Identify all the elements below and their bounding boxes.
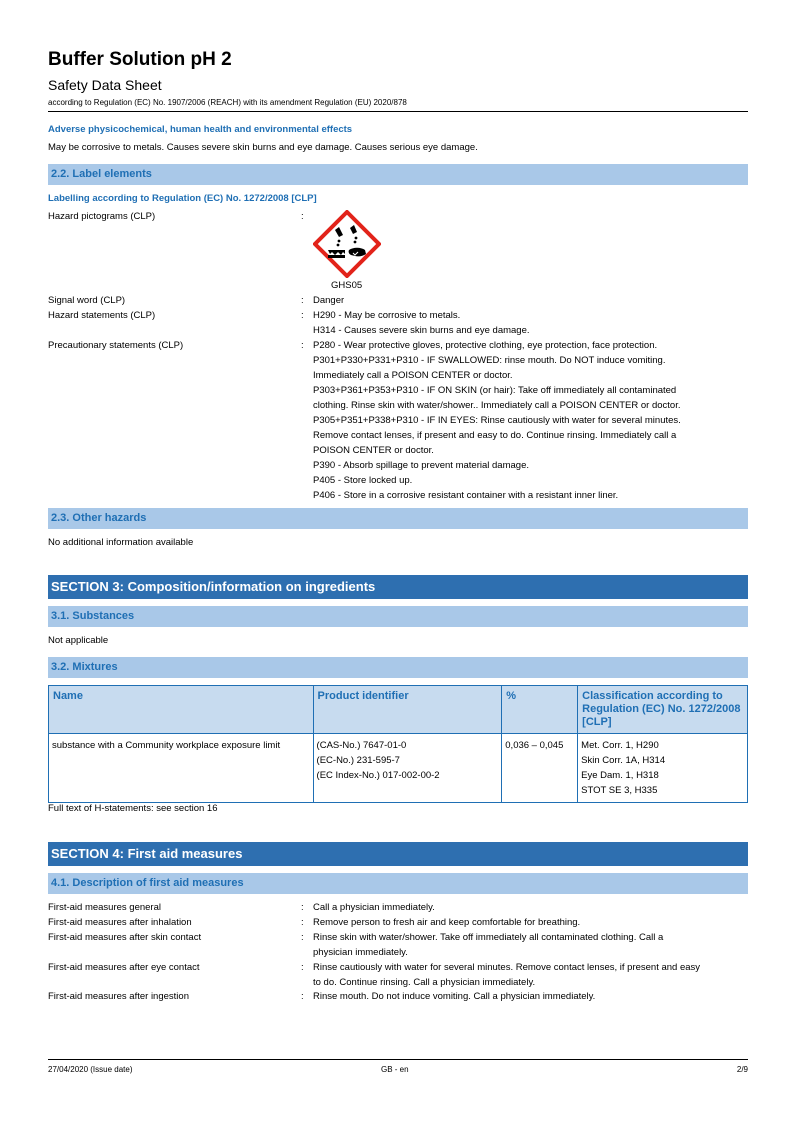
classification-line: Eye Dam. 1, H318 [581, 770, 659, 781]
footer-divider [48, 1059, 748, 1060]
colon: : [301, 211, 304, 222]
first-aid-label: First-aid measures after ingestion [48, 991, 189, 1002]
precaution-line: P280 - Wear protective gloves, protective clothing, eye protection, face protection. [313, 340, 658, 351]
section-4-header: SECTION 4: First aid measures [48, 842, 748, 866]
h-statements-note: Full text of H-statements: see section 16 [48, 803, 218, 814]
first-aid-label: First-aid measures after eye contact [48, 962, 200, 973]
cell-percent: 0,036 – 0,045 [502, 734, 578, 803]
colon: : [301, 902, 304, 913]
header-divider [48, 111, 748, 112]
first-aid-label: First-aid measures general [48, 902, 161, 913]
colon: : [301, 340, 304, 351]
col-header-name: Name [49, 686, 314, 734]
language-code: GB - en [381, 1065, 409, 1074]
mixtures-table [48, 685, 748, 803]
section-4-1-header: 4.1. Description of first aid measures [48, 873, 748, 894]
classification-line: STOT SE 3, H335 [581, 785, 658, 796]
issue-date: 27/04/2020 (Issue date) [48, 1065, 133, 1074]
identifier-line: (EC Index-No.) 017-002-00-2 [316, 770, 440, 781]
cell-identifiers [313, 734, 502, 803]
first-aid-value: Call a physician immediately. [313, 902, 435, 913]
adverse-effects-heading: Adverse physicochemical, human health and environmental effects [48, 124, 353, 135]
page-number: 2/9 [736, 1065, 748, 1074]
signal-word-label: Signal word (CLP) [48, 295, 126, 306]
section-2-3-header: 2.3. Other hazards [48, 508, 748, 529]
hazard-pictograms-label: Hazard pictograms (CLP) [48, 211, 156, 222]
corrosion-icon [313, 210, 381, 278]
precaution-line: Immediately call a POISON CENTER or doctor. [313, 370, 513, 381]
precautionary-statements-value [313, 338, 748, 503]
table-header-row [49, 686, 748, 734]
colon: : [301, 991, 304, 1002]
first-aid-line: Rinse cautiously with water for several minutes. Remove contact lenses, if present and easy [313, 962, 701, 973]
first-aid-value [313, 930, 748, 960]
cell-name: substance with a Community workplace exposure limit [49, 734, 314, 803]
regulation-reference: according to Regulation (EC) No. 1907/2006 (REACH) with its amendment Regulation (EU) 2020/878 [48, 98, 407, 107]
hazard-statements-label: Hazard statements (CLP) [48, 310, 156, 321]
colon: : [301, 310, 304, 321]
precautionary-statements-label: Precautionary statements (CLP) [48, 340, 184, 351]
identifier-line: (EC-No.) 231-595-7 [316, 755, 400, 766]
colon: : [301, 295, 304, 306]
document-subtitle: Safety Data Sheet [48, 77, 162, 93]
first-aid-line: Rinse skin with water/shower. Take off immediately all contaminated clothing. Call a [313, 932, 664, 943]
signal-word-value: Danger [313, 295, 345, 306]
colon: : [301, 962, 304, 973]
first-aid-value: Remove person to fresh air and keep comfortable for breathing. [313, 917, 581, 928]
precaution-line: P303+P361+P353+P310 - IF ON SKIN (or hair): Take off immediately all contaminated [313, 385, 677, 396]
first-aid-label: First-aid measures after inhalation [48, 917, 192, 928]
identifier-line: (CAS-No.) 7647-01-0 [316, 740, 407, 751]
classification-line: Met. Corr. 1, H290 [581, 740, 659, 751]
hazard-line: H290 - May be corrosive to metals. [313, 310, 461, 321]
hazard-line: H314 - Causes severe skin burns and eye damage. [313, 325, 530, 336]
other-hazards-text: No additional information available [48, 537, 194, 548]
colon: : [301, 932, 304, 943]
col-header-percent: % [502, 686, 578, 734]
precaution-line: P390 - Absorb spillage to prevent material damage. [313, 460, 529, 471]
precaution-line: clothing. Rinse skin with water/shower.. Immediately call a POISON CENTER or doctor. [313, 400, 681, 411]
col-header-classification: Classification according to Regulation (EC) No. 1272/2008 [CLP] [578, 686, 748, 734]
adverse-effects-text: May be corrosive to metals. Causes severe skin burns and eye damage. Causes serious eye damage. [48, 142, 478, 153]
cell-classification [578, 734, 748, 803]
section-3-1-header: 3.1. Substances [48, 606, 748, 627]
classification-line: Skin Corr. 1A, H314 [581, 755, 666, 766]
pictogram-code: GHS05 [331, 280, 363, 291]
section-3-header: SECTION 3: Composition/information on ingredients [48, 575, 748, 599]
precaution-line: POISON CENTER or doctor. [313, 445, 434, 456]
first-aid-line: to do. Continue rinsing. Call a physician immediately. [313, 977, 536, 988]
precaution-line: P405 - Store locked up. [313, 475, 413, 486]
precaution-line: P406 - Store in a corrosive resistant container with a resistant inner liner. [313, 490, 619, 501]
col-header-product-identifier: Product identifier [313, 686, 502, 734]
first-aid-line: physician immediately. [313, 947, 408, 958]
precaution-line: P305+P351+P338+P310 - IF IN EYES: Rinse cautiously with water for several minutes. [313, 415, 681, 426]
first-aid-label: First-aid measures after skin contact [48, 932, 202, 943]
hazard-statements-value [313, 308, 748, 338]
labelling-heading: Labelling according to Regulation (EC) No. 1272/2008 [CLP] [48, 193, 317, 204]
precaution-line: Remove contact lenses, if present and easy to do. Continue rinsing. Immediately call a [313, 430, 677, 441]
section-3-2-header: 3.2. Mixtures [48, 657, 748, 678]
substances-text: Not applicable [48, 635, 109, 646]
precaution-line: P301+P330+P331+P310 - IF SWALLOWED: rinse mouth. Do NOT induce vomiting. [313, 355, 666, 366]
document-title: Buffer Solution pH 2 [48, 49, 232, 70]
first-aid-value: Rinse mouth. Do not induce vomiting. Call a physician immediately. [313, 991, 596, 1002]
section-2-2-header: 2.2. Label elements [48, 164, 748, 185]
table-row [49, 734, 748, 803]
ghs05-pictogram [313, 210, 388, 300]
first-aid-value [313, 960, 748, 990]
colon: : [301, 917, 304, 928]
